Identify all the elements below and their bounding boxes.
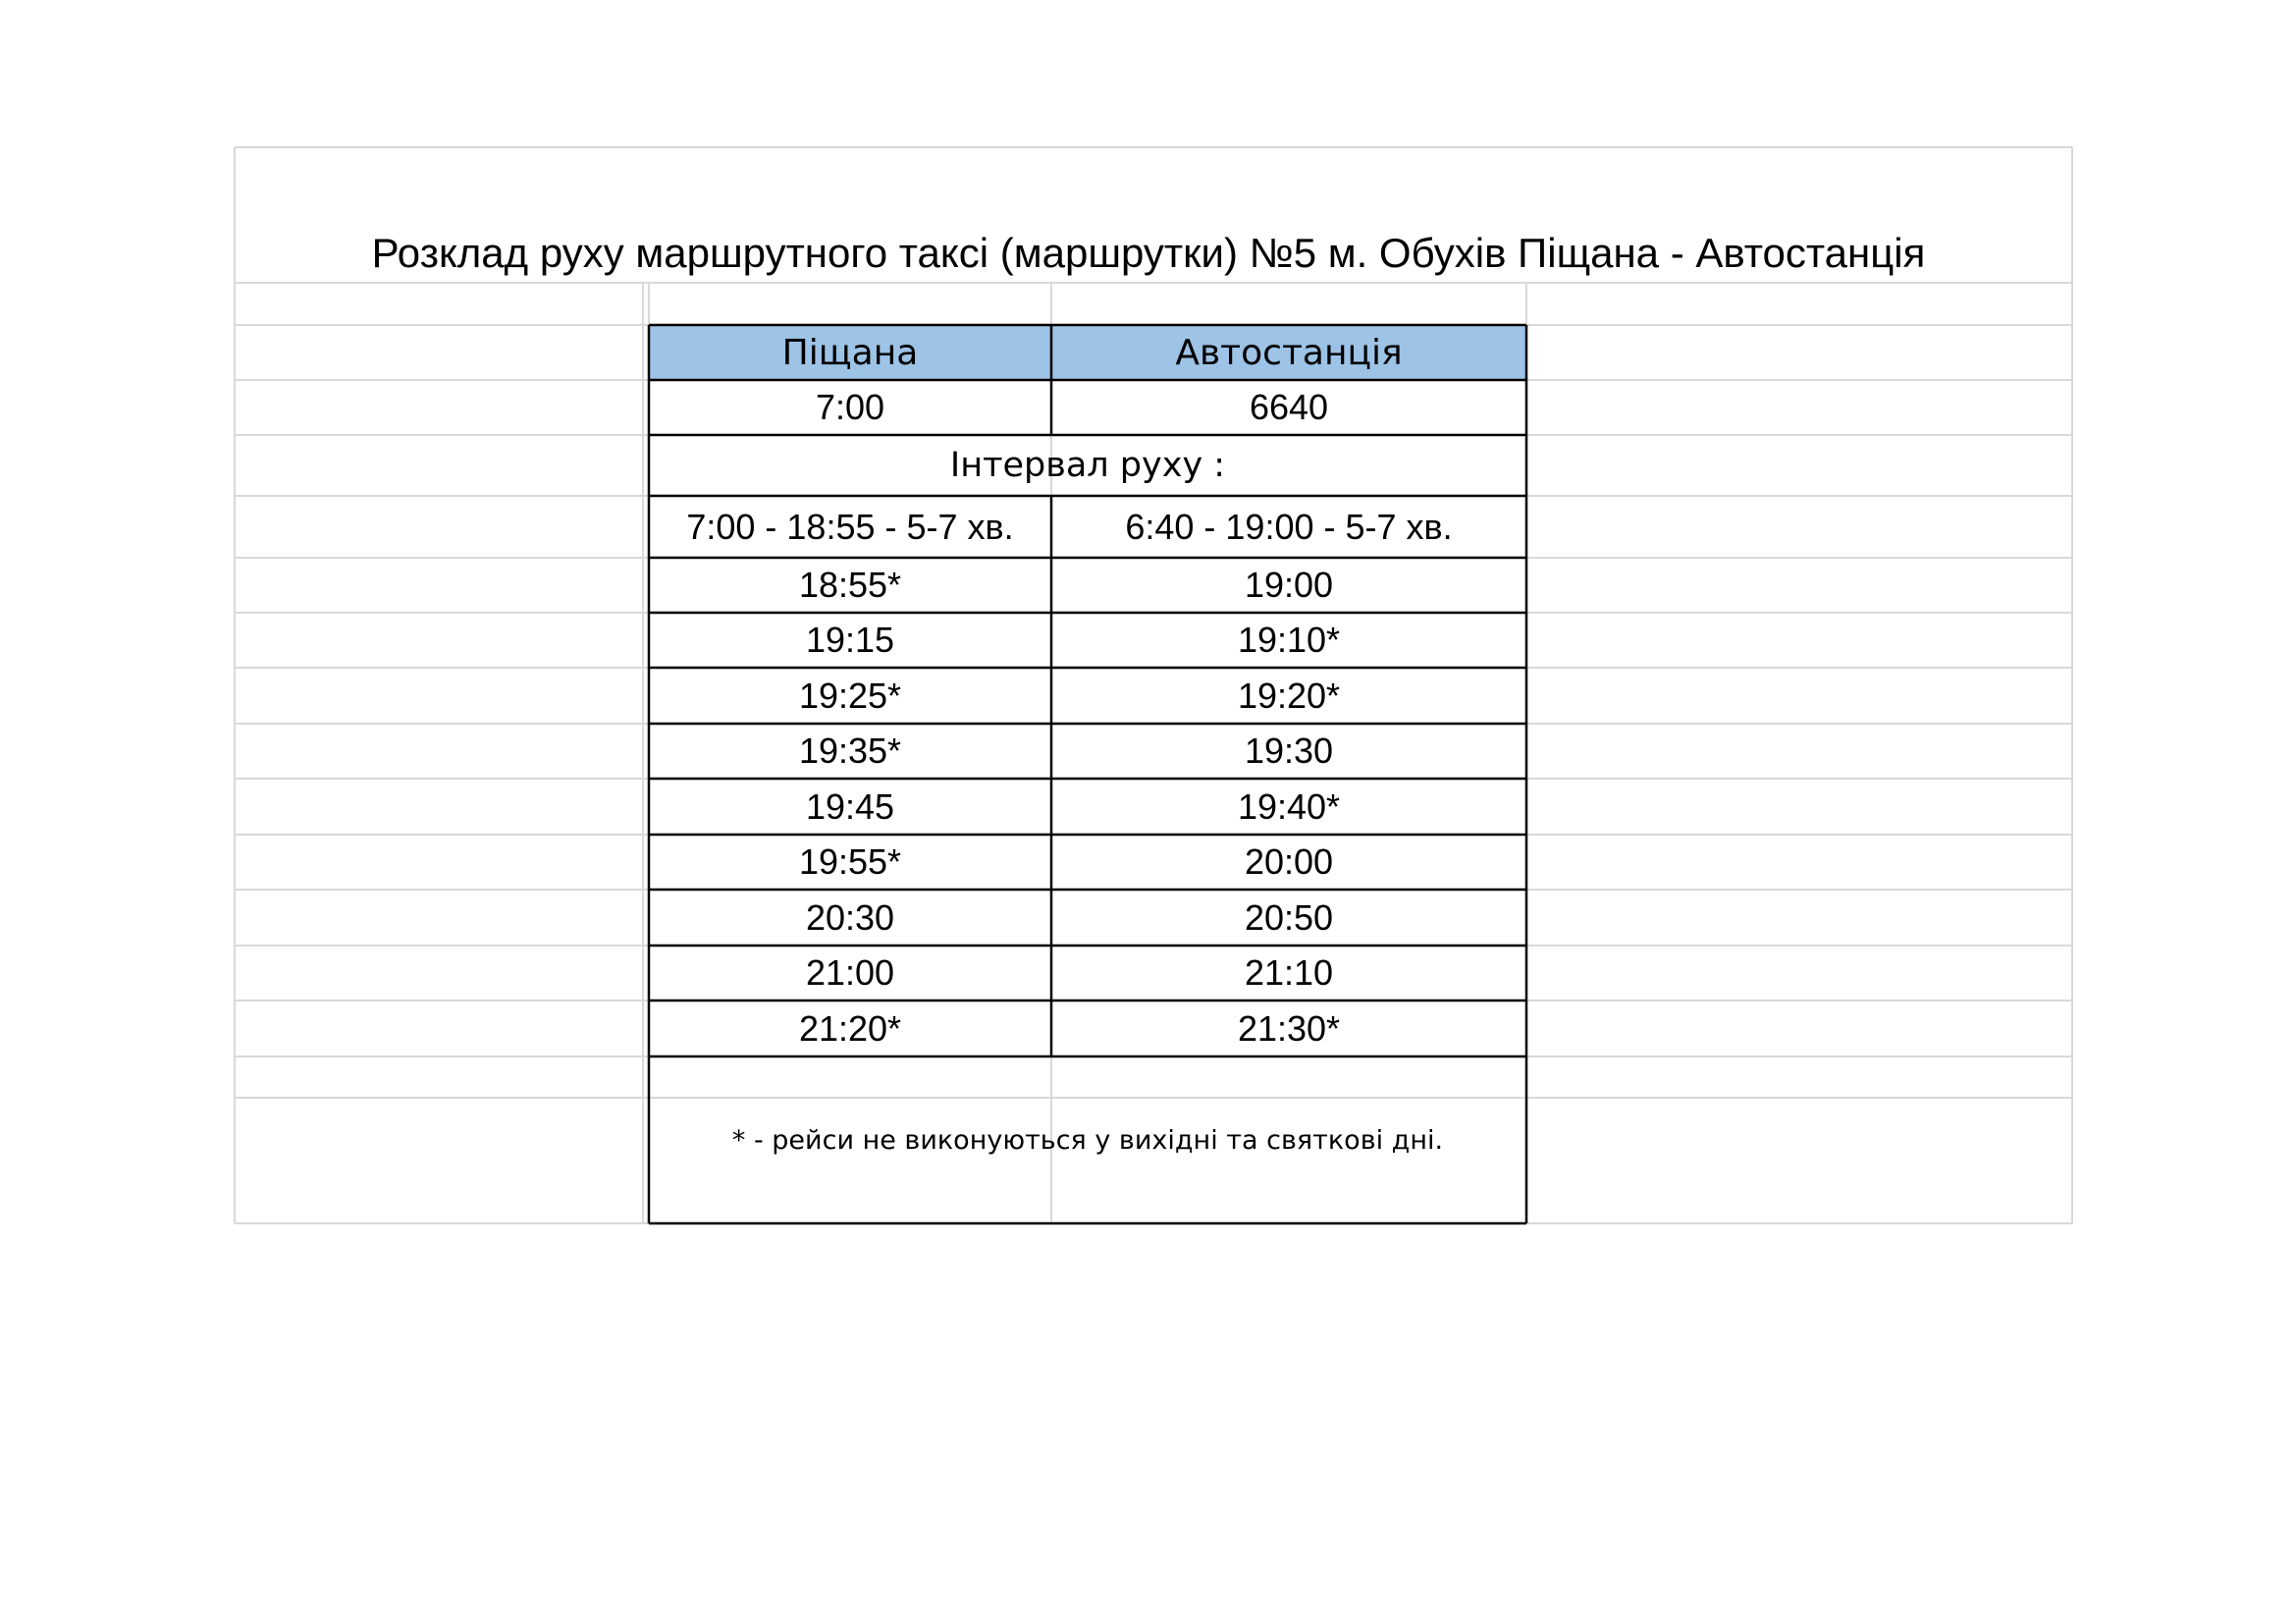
time-avtostantsiia: 19:20* (1237, 675, 1341, 716)
interval-avtostantsiia: 6:40 - 19:00 - 5-7 хв. (1125, 506, 1453, 547)
time-avtostantsiia: 19:30 (1244, 730, 1334, 771)
time-pischana: 19:45 (805, 785, 895, 827)
time-avtostantsiia: 19:40* (1237, 785, 1341, 827)
time-avtostantsiia: 19:00 (1244, 565, 1334, 605)
first-departure-avtostantsiia: 6640 (1249, 387, 1329, 427)
page-title: Розклад руху маршрутного таксі (маршрутки) №5 м. Обухів Піщана - Автостанція (371, 230, 1926, 276)
footnote: * - рейси не виконуються у вихідні та святкові дні. (731, 1124, 1444, 1156)
time-avtostantsiia: 21:30* (1237, 1007, 1341, 1049)
first-departure-pischana: 7:00 (815, 387, 885, 427)
interval-pischana: 7:00 - 18:55 - 5-7 хв. (686, 506, 1014, 547)
time-avtostantsiia: 21:10 (1244, 952, 1334, 993)
interval-label: Інтервал руху : (949, 446, 1226, 485)
time-pischana: 19:35* (798, 730, 902, 771)
column-header-pischana: Піщана (781, 332, 919, 373)
time-pischana: 19:25* (798, 675, 902, 716)
column-header-avtostantsiia: Автостанція (1175, 332, 1403, 373)
time-avtostantsiia: 20:50 (1244, 896, 1334, 938)
time-pischana: 19:55* (798, 841, 902, 882)
time-pischana: 18:55* (798, 565, 902, 605)
time-avtostantsiia: 19:10* (1237, 620, 1341, 660)
time-avtostantsiia: 20:00 (1244, 841, 1334, 882)
time-pischana: 21:20* (798, 1007, 902, 1049)
time-pischana: 21:00 (805, 952, 895, 993)
time-pischana: 20:30 (805, 896, 895, 938)
time-pischana: 19:15 (805, 620, 895, 660)
